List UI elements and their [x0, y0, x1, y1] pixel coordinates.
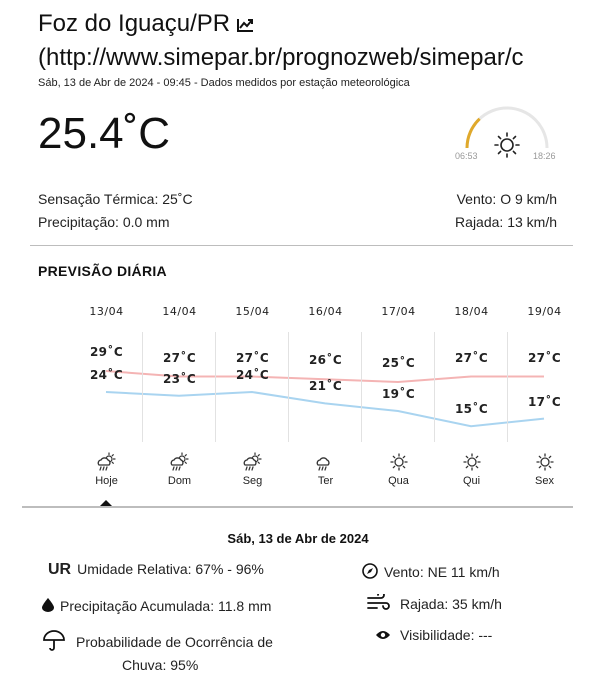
forecast-max-temp: 26˚C — [308, 353, 343, 368]
page-title — [38, 8, 254, 42]
forecast-heading: PREVISÃO DIÁRIA — [38, 263, 167, 279]
precip-accum-text: Precipitação Acumulada: 11.8 mm — [60, 598, 272, 614]
detail-wind-text: Vento: NE 11 km/h — [384, 564, 500, 580]
forecast-max-temp: 27˚C — [527, 350, 562, 365]
current-wind: Vento: O 9 km/h — [456, 191, 557, 207]
forecast-date: 16/04 — [308, 305, 343, 318]
title-url: (http://www.simepar.br/prognozweb/simepar/c — [38, 44, 524, 71]
section-divider — [30, 245, 573, 246]
forecast-day[interactable] — [216, 300, 289, 500]
rain-prob-line2: Chuva: 95% — [122, 657, 199, 673]
precip-accum-row — [42, 598, 271, 615]
sun-icon — [495, 133, 519, 157]
city-title: Foz do Iguaçu/PR — [38, 10, 231, 37]
sun-icon — [388, 452, 410, 472]
forecast-min-temp: 21˚C — [308, 379, 343, 394]
forecast-day[interactable] — [143, 300, 216, 500]
forecast-day-name: Ter — [317, 475, 334, 487]
sun-arc-track — [467, 108, 547, 148]
measurement-subtitle: Sáb, 13 de Abr de 2024 - 09:45 - Dados medidos por estação meteorológica — [38, 77, 410, 89]
eye-icon — [376, 627, 390, 643]
forecast-date: 18/04 — [454, 305, 489, 318]
forecast-min-temp: 15˚C — [454, 402, 489, 417]
sunrise-time: 06:53 — [455, 151, 478, 161]
raindrop-icon — [42, 598, 54, 615]
forecast-date: 14/04 — [162, 305, 197, 318]
forecast-min-temp: 24˚C — [235, 368, 270, 382]
forecast-max-temp: 25˚C — [381, 356, 416, 370]
current-gust: Rajada: 13 km/h — [455, 214, 557, 230]
detail-date: Sáb, 13 de Abr de 2024 — [227, 531, 369, 546]
humidity-row — [48, 561, 264, 579]
umbrella-icon — [42, 630, 66, 655]
forecast-day[interactable] — [435, 300, 508, 500]
visibility-text: Visibilidade: --- — [400, 627, 493, 643]
forecast-day[interactable] — [289, 300, 362, 500]
forecast-day[interactable] — [508, 300, 573, 500]
sunset-time: 18:26 — [533, 151, 556, 161]
forecast-day-name: Qui — [462, 475, 481, 487]
forecast-day[interactable] — [362, 300, 435, 500]
forecast-min-temp: 19˚C — [381, 387, 416, 401]
sun-icon — [461, 452, 483, 472]
sun-icon — [534, 452, 556, 472]
forecast-max-temp: 29˚C — [89, 345, 124, 359]
forecast-date: 13/04 — [89, 305, 124, 318]
sun-arc-progress — [467, 119, 480, 148]
forecast-date: 19/04 — [527, 305, 562, 318]
current-temperature: 25.4˚C — [38, 109, 171, 158]
feels-like: Sensação Térmica: 25˚C — [38, 191, 193, 207]
forecast-day[interactable] — [70, 300, 143, 500]
forecast-date: 15/04 — [235, 305, 270, 318]
visibility-row — [376, 627, 492, 643]
rain-sun-icon — [242, 452, 264, 472]
rain-prob-line1: Probabilidade de Ocorrência de — [76, 634, 273, 650]
forecast-day-name: Sex — [535, 475, 554, 487]
current-precipitation: Precipitação: 0.0 mm — [38, 214, 170, 230]
forecast-min-temp: 17˚C — [527, 394, 562, 409]
detail-gust-text: Rajada: 35 km/h — [400, 596, 502, 612]
humidity-text: Umidade Relativa: 67% - 96% — [77, 561, 264, 577]
forecast-day-name: Dom — [167, 475, 192, 487]
rain-sun-icon — [169, 452, 191, 472]
forecast-day-name: Seg — [242, 475, 263, 487]
forecast-max-temp: 27˚C — [162, 350, 197, 365]
sun-path-widget — [450, 100, 560, 170]
compass-icon — [362, 563, 378, 582]
daily-forecast-strip[interactable] — [70, 300, 573, 500]
rain-cloud-icon — [315, 452, 337, 472]
forecast-day-name: Qua — [388, 475, 409, 487]
forecast-day-name: Hoje — [95, 475, 118, 487]
chart-line-icon[interactable] — [236, 10, 254, 42]
detail-gust-row — [366, 594, 502, 615]
rain-sun-icon — [96, 452, 118, 472]
section-divider — [22, 506, 573, 508]
humidity-icon: UR — [48, 561, 72, 578]
forecast-max-temp: 27˚C — [235, 350, 270, 365]
detail-wind-row — [362, 563, 500, 582]
forecast-min-temp: 23˚C — [162, 371, 197, 386]
forecast-max-temp: 27˚C — [454, 350, 489, 365]
forecast-date: 17/04 — [381, 305, 416, 318]
forecast-min-temp: 24˚C — [89, 368, 124, 382]
wind-gust-icon — [366, 594, 390, 615]
